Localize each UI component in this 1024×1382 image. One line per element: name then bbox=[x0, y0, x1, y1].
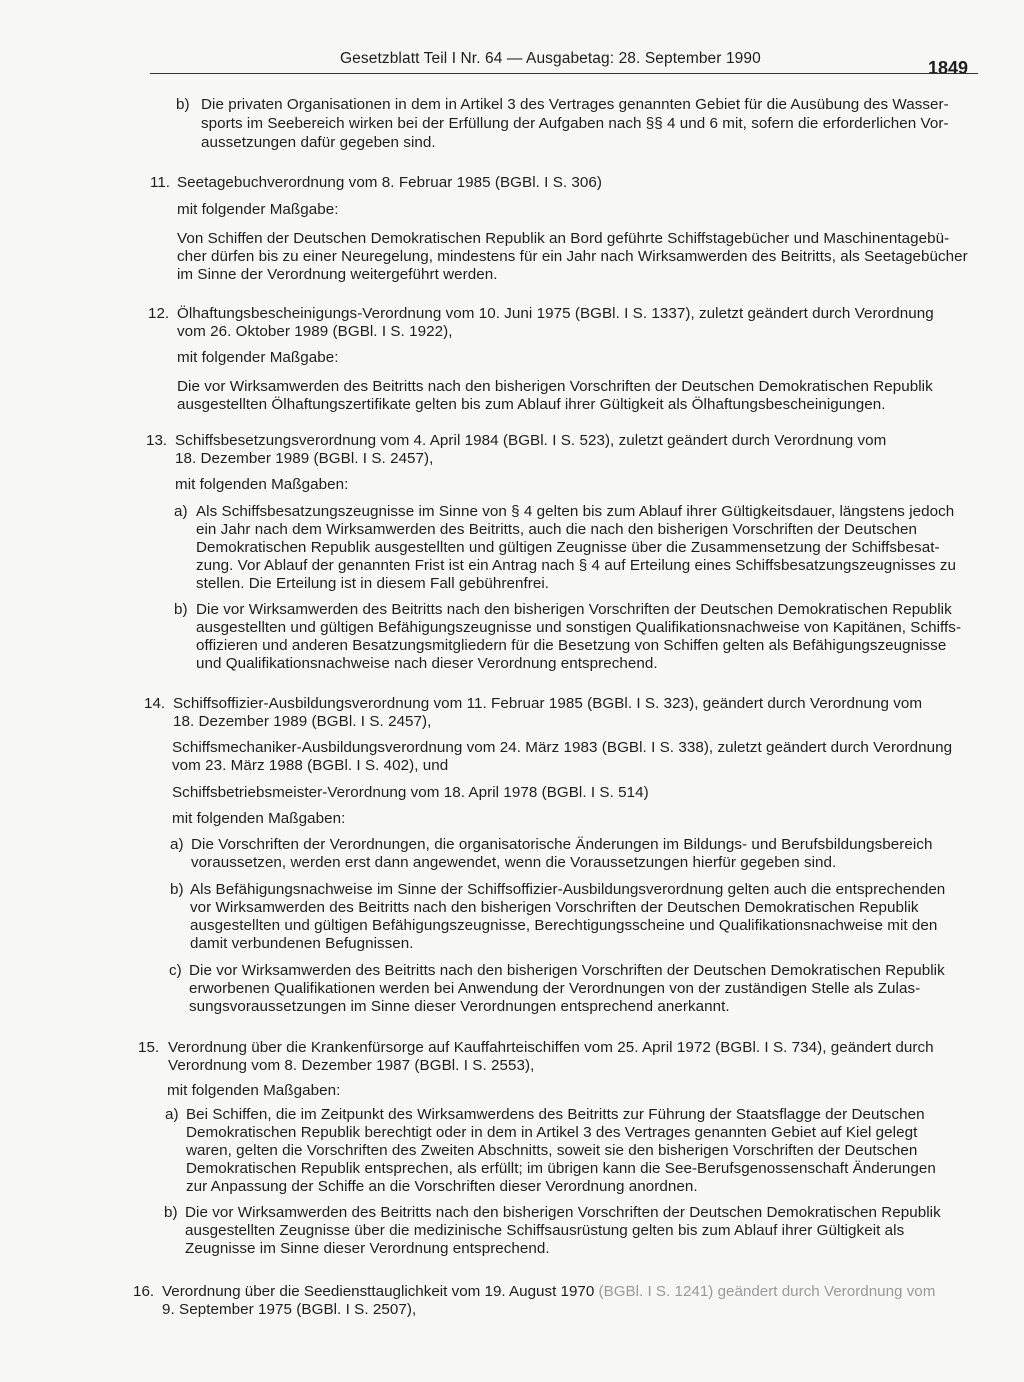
paragraph-line: Als Schiffsbesatzungszeugnisse im Sinne von § 4 gelten bis zum Ablauf ihrer Gültigkeitsdauer, längstens jedoch bbox=[196, 503, 955, 520]
item-number: 14. bbox=[144, 695, 166, 712]
paragraph-line: Die privaten Organisationen in dem in Artikel 3 des Vertrages genannten Gebiet für die Ausübung des Wasser- bbox=[201, 96, 949, 113]
paragraph-line: vor Wirksamwerden des Beitritts nach den bisherigen Vorschriften der Deutschen Demokratischen Republik bbox=[190, 899, 919, 916]
paragraph-line: Bei Schiffen, die im Zeitpunkt des Wirksamwerdens des Beitritts zur Führung der Staatsflagge der Deutschen bbox=[186, 1106, 925, 1123]
paragraph-line: Die Vorschriften der Verordnungen, die organisatorische Änderungen im Bildungs- und Berufsbildungsbereich bbox=[191, 836, 933, 853]
paragraph-line: voraussetzen, werden erst dann angewendet, wenn die Voraussetzungen hierfür gegeben sind. bbox=[191, 854, 837, 871]
paragraph-line: damit verbundenen Befugnissen. bbox=[190, 935, 414, 952]
paragraph-line: Von Schiffen der Deutschen Demokratischen Republik an Bord geführte Schiffstagebücher und Maschinentagebü- bbox=[177, 230, 950, 247]
paragraph-line: Zeugnisse im Sinne dieser Verordnung entsprechend. bbox=[185, 1240, 550, 1257]
proviso: mit folgenden Maßgaben: bbox=[175, 476, 349, 493]
proviso: mit folgender Maßgabe: bbox=[177, 201, 339, 218]
paragraph-line: Demokratischen Republik ausgestellten und gültigen Zeugnisse über die Zusammensetzung der Schiffsbesat- bbox=[196, 539, 940, 556]
item-title: vom 23. März 1988 (BGBl. I S. 402), und bbox=[172, 757, 449, 774]
item-title: Verordnung über die Krankenfürsorge auf Kauffahrteischiffen vom 25. April 1972 (BGBl. I S. 734), geändert durch bbox=[168, 1039, 934, 1056]
item-a-label: a) bbox=[174, 503, 188, 520]
item-title: Schiffsmechaniker-Ausbildungsverordnung vom 24. März 1983 (BGBl. I S. 338), zuletzt geändert durch Verordnung bbox=[172, 739, 953, 756]
item-title: Schiffsoffizier-Ausbildungsverordnung vom 11. Februar 1985 (BGBl. I S. 323), geändert durch Verordnung vom bbox=[173, 695, 923, 712]
paragraph-line: aussetzungen dafür gegeben sind. bbox=[201, 134, 436, 151]
paragraph-line: Die vor Wirksamwerden des Beitritts nach den bisherigen Vorschriften der Deutschen Demokratischen Republik bbox=[196, 601, 952, 618]
paragraph-line: Demokratischen Republik entsprechen, als erfüllt; im übrigen kann die See-Berufsgenossenschaft Änderungen bbox=[186, 1160, 936, 1177]
paragraph-line: und Qualifikationsnachweise nach dieser Verordnung entsprechend. bbox=[196, 655, 658, 672]
paragraph-line: stellen. Die Erteilung ist in diesem Fall gebührenfrei. bbox=[196, 575, 550, 592]
item-title: vom 26. Oktober 1989 (BGBl. I S. 1922), bbox=[177, 323, 453, 340]
item-number: 15. bbox=[138, 1039, 160, 1056]
paragraph-line: ausgestellten und gültigen Befähigungszeugnisse und sonstigen Qualifikationsnachweise von Kapitänen, Schiffs- bbox=[196, 619, 962, 636]
item-number: 13. bbox=[146, 432, 168, 449]
paragraph-line: zung. Vor Ablauf der genannten Frist ist ein Antrag nach § 4 auf Erteilung eines Schiffsbesatzungszeugnisses zu bbox=[196, 557, 957, 574]
paragraph-line: Demokratischen Republik berechtigt oder in dem in Artikel 3 des Vertrages genannten Gebiet auf Kiel gelegt bbox=[186, 1124, 918, 1141]
paragraph-line: ein Jahr nach dem Wirksamwerden des Beitritts, auch die nach den bisherigen Vorschriften der Deutschen bbox=[196, 521, 917, 538]
header-divider bbox=[150, 73, 978, 74]
paragraph-line: im Sinne der Verordnung weitergeführt werden. bbox=[177, 266, 498, 283]
paragraph-line: waren, gelten die Vorschriften des Zweiten Abschnitts, soweit sie den bisherigen Vorschriften der Deutschen bbox=[186, 1142, 918, 1159]
item-title bbox=[162, 1283, 935, 1301]
item-number: 16. bbox=[133, 1283, 155, 1300]
item-number: 12. bbox=[148, 305, 170, 322]
paragraph-line: ausgestellten und gültigen Befähigungszeugnisse, Berechtigungsscheine und Qualifikationsnachweise mit den bbox=[190, 917, 938, 934]
paragraph-line: Die vor Wirksamwerden des Beitritts nach den bisherigen Vorschriften der Deutschen Demokratischen Republik bbox=[177, 378, 933, 395]
proviso: mit folgenden Maßgaben: bbox=[172, 810, 346, 827]
paragraph-line: offizieren und anderen Besatzungsmitgliedern für die Besetzung von Schiffen gelten als Befähigungszeugnisse bbox=[196, 637, 947, 654]
proviso: mit folgender Maßgabe: bbox=[177, 349, 339, 366]
item-number: 11. bbox=[150, 174, 170, 191]
paragraph-line: sports im Seebereich wirken bei der Erfüllung der Aufgaben nach §§ 4 und 6 mit, sofern die erforderlichen Vor- bbox=[201, 115, 949, 132]
item-title: 9. September 1975 (BGBl. I S. 2507), bbox=[162, 1301, 417, 1318]
page-header-title: Gesetzblatt Teil I Nr. 64 — Ausgabetag: 28. September 1990 bbox=[340, 50, 761, 67]
paragraph-line: ausgestellten Zeugnisse über die medizinische Schiffsausrüstung gelten bis zum Ablauf ihrer Gültigkeit als bbox=[185, 1222, 905, 1239]
item-b-label: b) bbox=[174, 601, 188, 618]
item-title: Seetagebuchverordnung vom 8. Februar 1985 (BGBl. I S. 306) bbox=[177, 174, 603, 191]
paragraph-line: cher dürfen bis zu einer Neuregelung, mindestens für ein Jahr nach Wirksamwerden des Beitritts, als Seetagebücher bbox=[177, 248, 968, 265]
paragraph-line: Die vor Wirksamwerden des Beitritts nach den bisherigen Vorschriften der Deutschen Demokratischen Republik bbox=[185, 1204, 941, 1221]
item-title: 18. Dezember 1989 (BGBl. I S. 2457), bbox=[173, 713, 432, 730]
paragraph-line: Als Befähigungsnachweise im Sinne der Schiffsoffizier-Ausbildungsverordnung gelten auch die entsprechenden bbox=[190, 881, 946, 898]
item-title: 18. Dezember 1989 (BGBl. I S. 2457), bbox=[175, 450, 434, 467]
paragraph-line: ausgestellten Ölhaftungszertifikate gelten bis zum Ablauf ihrer Gültigkeit als Ölhaftungsbescheinigungen. bbox=[177, 396, 886, 413]
paragraph-line: Die vor Wirksamwerden des Beitritts nach den bisherigen Vorschriften der Deutschen Demokratischen Republik bbox=[189, 962, 945, 979]
item-title: Schiffsbetriebsmeister-Verordnung vom 18. April 1978 (BGBl. I S. 514) bbox=[172, 784, 649, 801]
item-title: Ölhaftungsbescheinigungs-Verordnung vom 10. Juni 1975 (BGBl. I S. 1337), zuletzt geändert durch Verordnung bbox=[177, 305, 934, 322]
item-a-label: a) bbox=[170, 836, 184, 853]
item-b-label: b) bbox=[170, 881, 184, 898]
paragraph-line: erworbenen Qualifikationen werden bei Anwendung der Verordnungen von der zuständigen Stelle als Zulas- bbox=[189, 980, 921, 997]
paragraph-line: zur Anpassung der Schiffe an die Vorschriften dieser Verordnung anordnen. bbox=[186, 1178, 698, 1195]
item-title-faded: (BGBl. I S. 1241) geändert durch Verordnung vom bbox=[598, 1283, 936, 1300]
proviso: mit folgenden Maßgaben: bbox=[167, 1082, 341, 1099]
item-b-label: b) bbox=[176, 96, 190, 113]
item-c-label: c) bbox=[169, 962, 182, 979]
item-b-label: b) bbox=[164, 1204, 178, 1221]
paragraph-line: sungsvoraussetzungen im Sinne dieser Verordnungen entsprechend anerkannt. bbox=[189, 998, 730, 1015]
item-title: Schiffsbesetzungsverordnung vom 4. April 1984 (BGBl. I S. 523), zuletzt geändert durch Verordnung vom bbox=[175, 432, 887, 449]
item-a-label: a) bbox=[165, 1106, 179, 1123]
item-title-main: Verordnung über die Seediensttauglichkeit vom 19. August 1970 bbox=[162, 1283, 595, 1300]
item-title: Verordnung vom 8. Dezember 1987 (BGBl. I S. 2553), bbox=[168, 1057, 535, 1074]
page-number: 1849 bbox=[928, 58, 969, 78]
